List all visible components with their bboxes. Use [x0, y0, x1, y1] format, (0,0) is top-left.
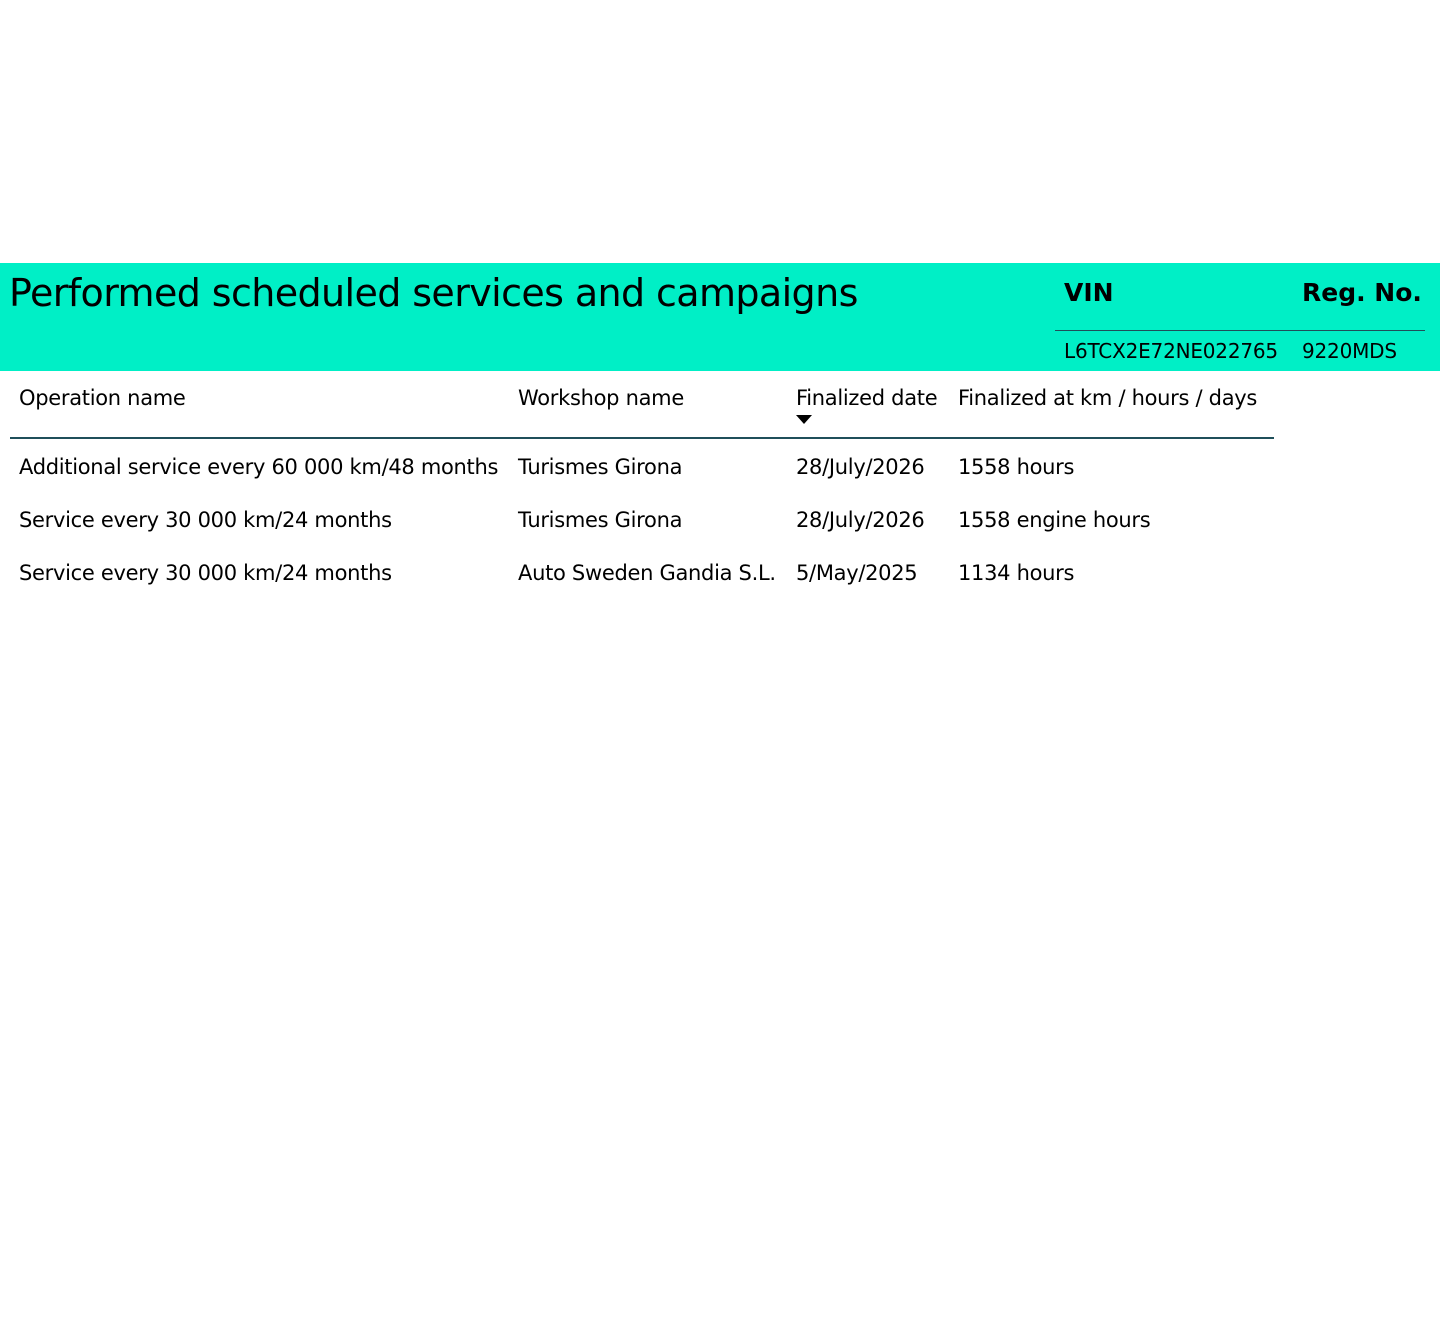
reg-no-value: 9220MDS — [1302, 339, 1397, 363]
vin-label: VIN — [1064, 278, 1114, 307]
column-header-finalized-at[interactable]: Finalized at km / hours / days — [958, 386, 1258, 410]
meta-divider — [1055, 330, 1425, 331]
cell-operation-name: Service every 30 000 km/24 months — [19, 508, 392, 532]
column-header-finalized-date[interactable]: Finalized date — [796, 386, 938, 410]
cell-workshop-name: Turismes Girona — [518, 508, 683, 532]
cell-finalized-at: 1558 hours — [958, 455, 1075, 479]
vin-value: L6TCX2E72NE022765 — [1064, 339, 1278, 363]
header-rule — [10, 437, 1274, 439]
cell-workshop-name: Auto Sweden Gandia S.L. — [518, 561, 776, 585]
column-header-workshop-name[interactable]: Workshop name — [518, 386, 684, 410]
column-header-operation-name[interactable]: Operation name — [19, 386, 186, 410]
reg-no-label: Reg. No. — [1302, 278, 1422, 307]
cell-workshop-name: Turismes Girona — [518, 455, 683, 479]
cell-finalized-at: 1558 engine hours — [958, 508, 1151, 532]
cell-finalized-at: 1134 hours — [958, 561, 1075, 585]
cell-finalized-date: 28/July/2026 — [796, 508, 925, 532]
cell-operation-name: Additional service every 60 000 km/48 months — [19, 455, 499, 479]
cell-finalized-date: 28/July/2026 — [796, 455, 925, 479]
cell-finalized-date: 5/May/2025 — [796, 561, 918, 585]
page-title: Performed scheduled services and campaigns — [9, 271, 858, 315]
cell-operation-name: Service every 30 000 km/24 months — [19, 561, 392, 585]
sort-descending-icon[interactable] — [796, 415, 812, 424]
